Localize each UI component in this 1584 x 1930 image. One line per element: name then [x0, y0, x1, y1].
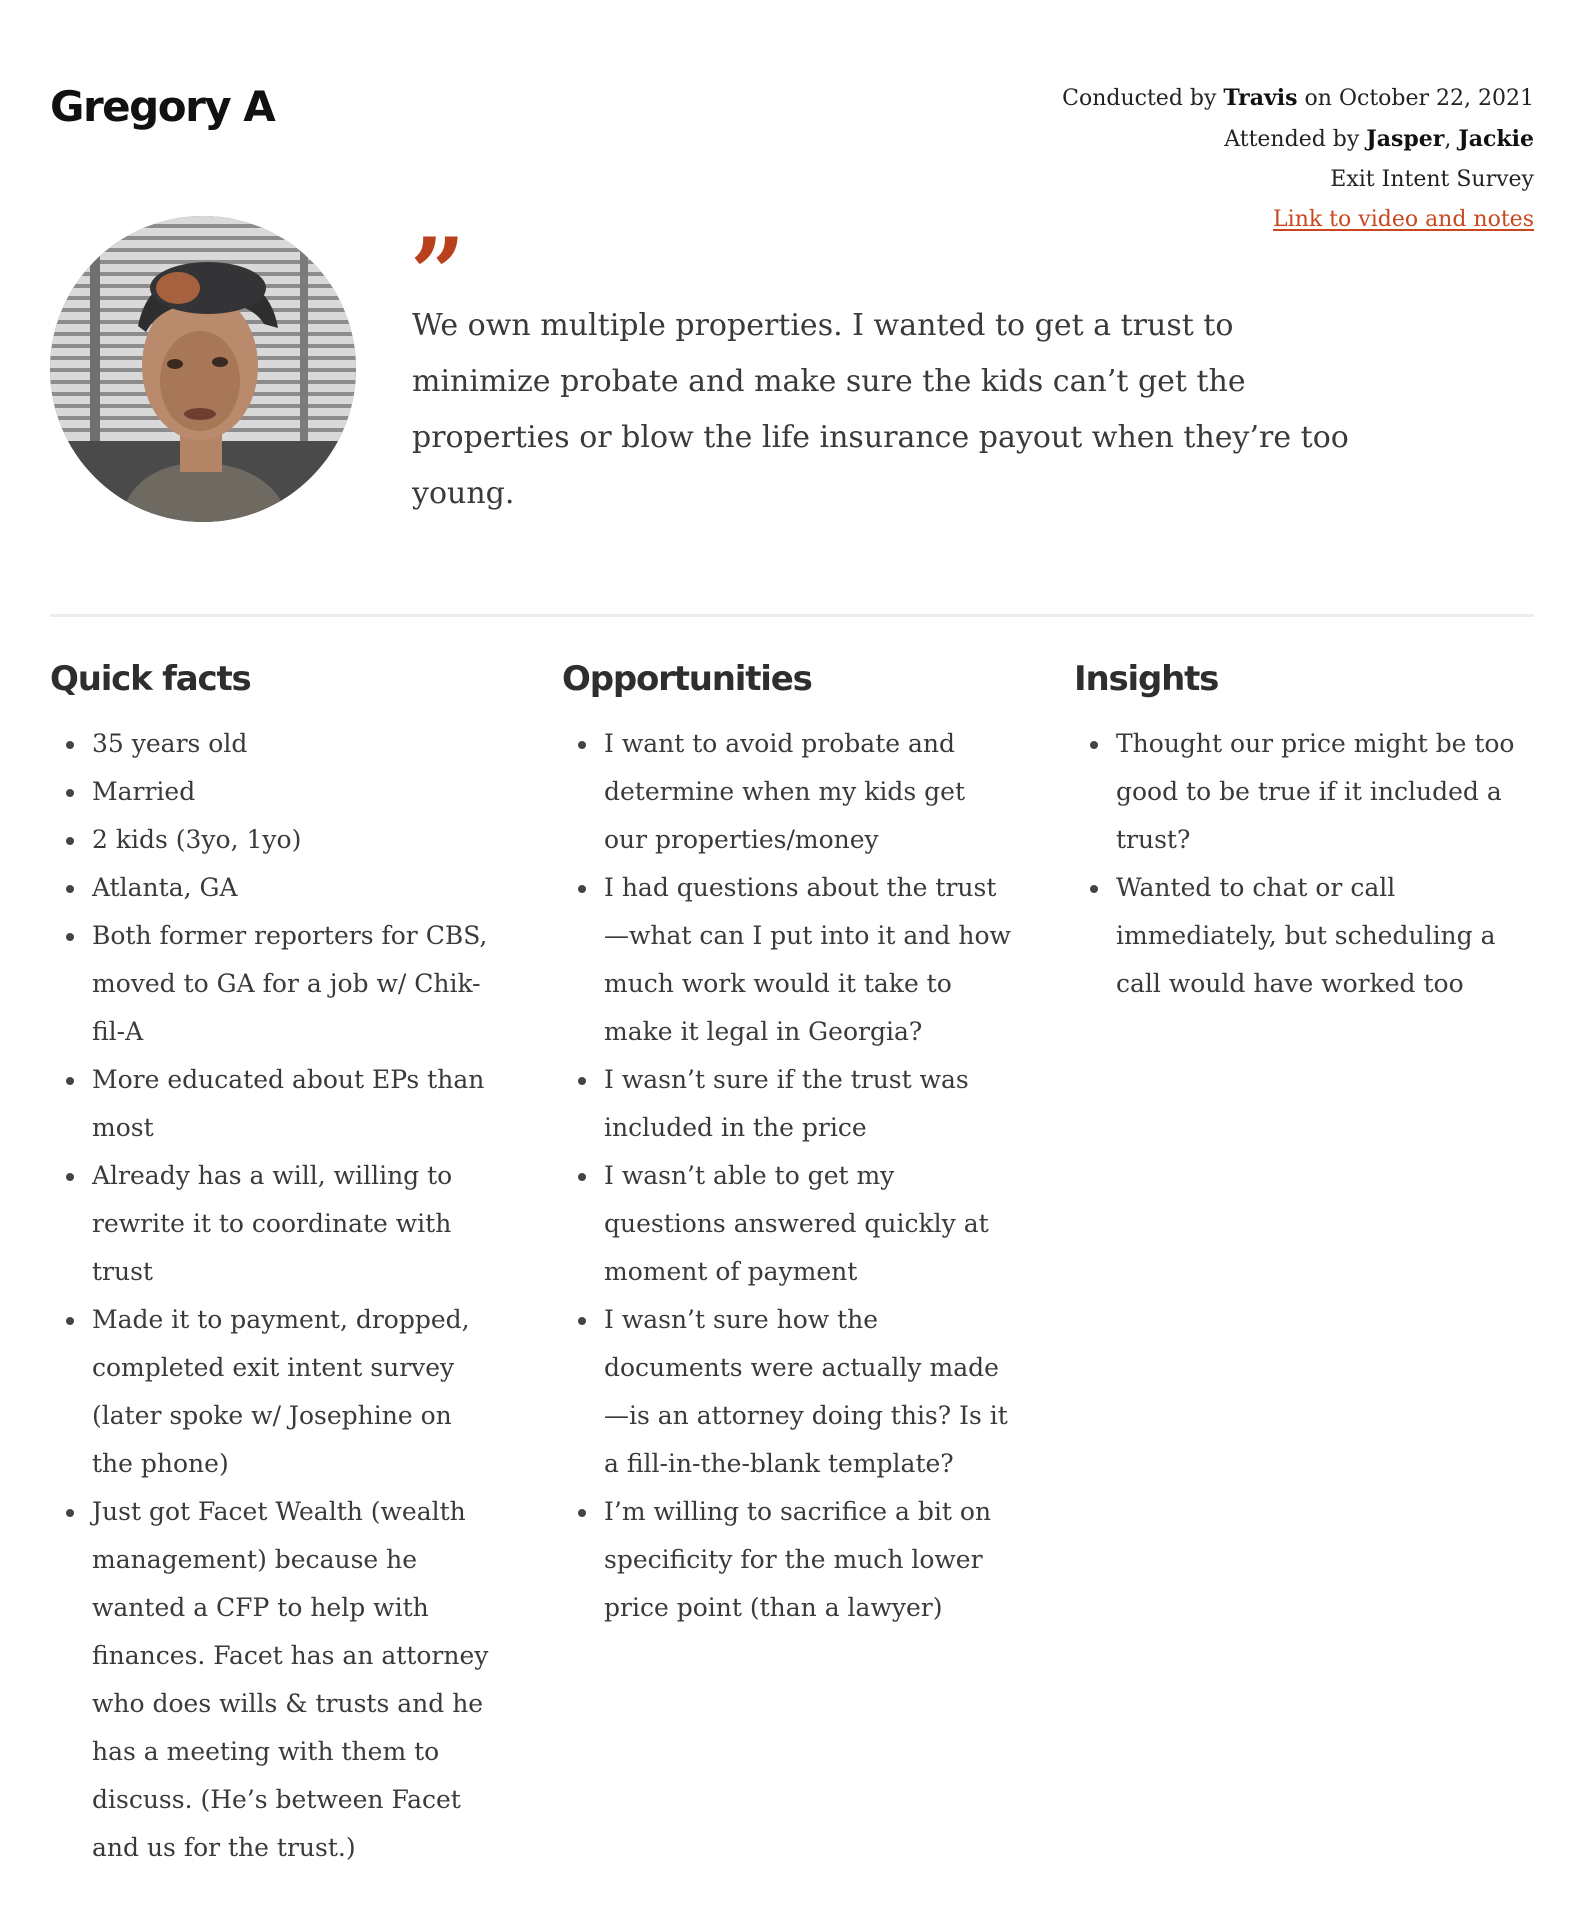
list-item: 2 kids (3yo, 1yo) — [92, 816, 500, 864]
list-item: I’m willing to sacrifice a bit on specificity for the much lower price point (than a lawyer) — [604, 1488, 1012, 1632]
avatar-photo — [50, 216, 356, 522]
list-item: I had questions about the trust —what can I put into it and how much work would it take to make it legal in Georgia? — [604, 864, 1012, 1056]
participant-name: Gregory A — [50, 82, 275, 131]
list-item: More educated about EPs than most — [92, 1056, 500, 1152]
insights-list — [1074, 720, 1524, 1008]
list-item: Both former reporters for CBS, moved to GA for a job w/ Chik-fil-A — [92, 912, 500, 1056]
list-item: Just got Facet Wealth (wealth management) because he wanted a CFP to help with finances. Facet has an attorney who does wills & trusts and he has a meeting with them to discuss. (He’s between Facet and us for the trust.) — [92, 1488, 500, 1872]
avatar — [50, 216, 356, 522]
attended-prefix: Attended by — [1224, 127, 1367, 152]
conducted-prefix: Conducted by — [1062, 86, 1224, 111]
opportunities-list — [562, 720, 1012, 1632]
conducted-line — [1062, 78, 1534, 119]
quote-icon: ” — [410, 217, 466, 330]
list-item: I wasn’t able to get my questions answered quickly at moment of payment — [604, 1152, 1012, 1296]
pull-quote: We own multiple properties. I wanted to get a trust to minimize probate and make sure the kids can’t get the properties or blow the life insurance payout when they’re too young. — [412, 308, 1349, 511]
list-item: Wanted to chat or call immediately, but scheduling a call would have worked too — [1116, 864, 1524, 1008]
list-item: Already has a will, willing to rewrite it to coordinate with trust — [92, 1152, 500, 1296]
list-item: 35 years old — [92, 720, 500, 768]
interview-meta — [1062, 78, 1534, 240]
list-item: Thought our price might be too good to be true if it included a trust? — [1116, 720, 1524, 864]
opportunities-section — [562, 656, 1012, 1632]
conducted-by: Travis — [1223, 85, 1298, 111]
survey-type: Exit Intent Survey — [1330, 167, 1534, 192]
list-item: Married — [92, 768, 500, 816]
opportunities-heading: Opportunities — [562, 659, 812, 699]
insights-section — [1074, 656, 1524, 1008]
list-item: I want to avoid probate and determine when my kids get our properties/money — [604, 720, 1012, 864]
list-item: Made it to payment, dropped, completed exit intent survey (later spoke w/ Josephine on the phone) — [92, 1296, 500, 1488]
list-item: Atlanta, GA — [92, 864, 500, 912]
quick-facts-section — [50, 656, 500, 1872]
quick-facts-heading: Quick facts — [50, 659, 251, 699]
attendee-2: Jackie — [1458, 126, 1534, 152]
section-divider — [50, 614, 1534, 617]
attended-line — [1062, 119, 1534, 160]
date-prefix: on — [1297, 86, 1339, 111]
video-notes-link[interactable]: Link to video and notes — [1273, 207, 1534, 232]
interview-date: October 22, 2021 — [1338, 86, 1534, 111]
attendee-separator: , — [1444, 127, 1459, 152]
attendee-1: Jasper — [1366, 126, 1445, 152]
list-item: I wasn’t sure if the trust was included in the price — [604, 1056, 1012, 1152]
list-item: I wasn’t sure how the documents were actually made —is an attorney doing this? Is it a fill-in-the-blank template? — [604, 1296, 1012, 1488]
quick-facts-list — [50, 720, 500, 1872]
insights-heading: Insights — [1074, 659, 1219, 699]
